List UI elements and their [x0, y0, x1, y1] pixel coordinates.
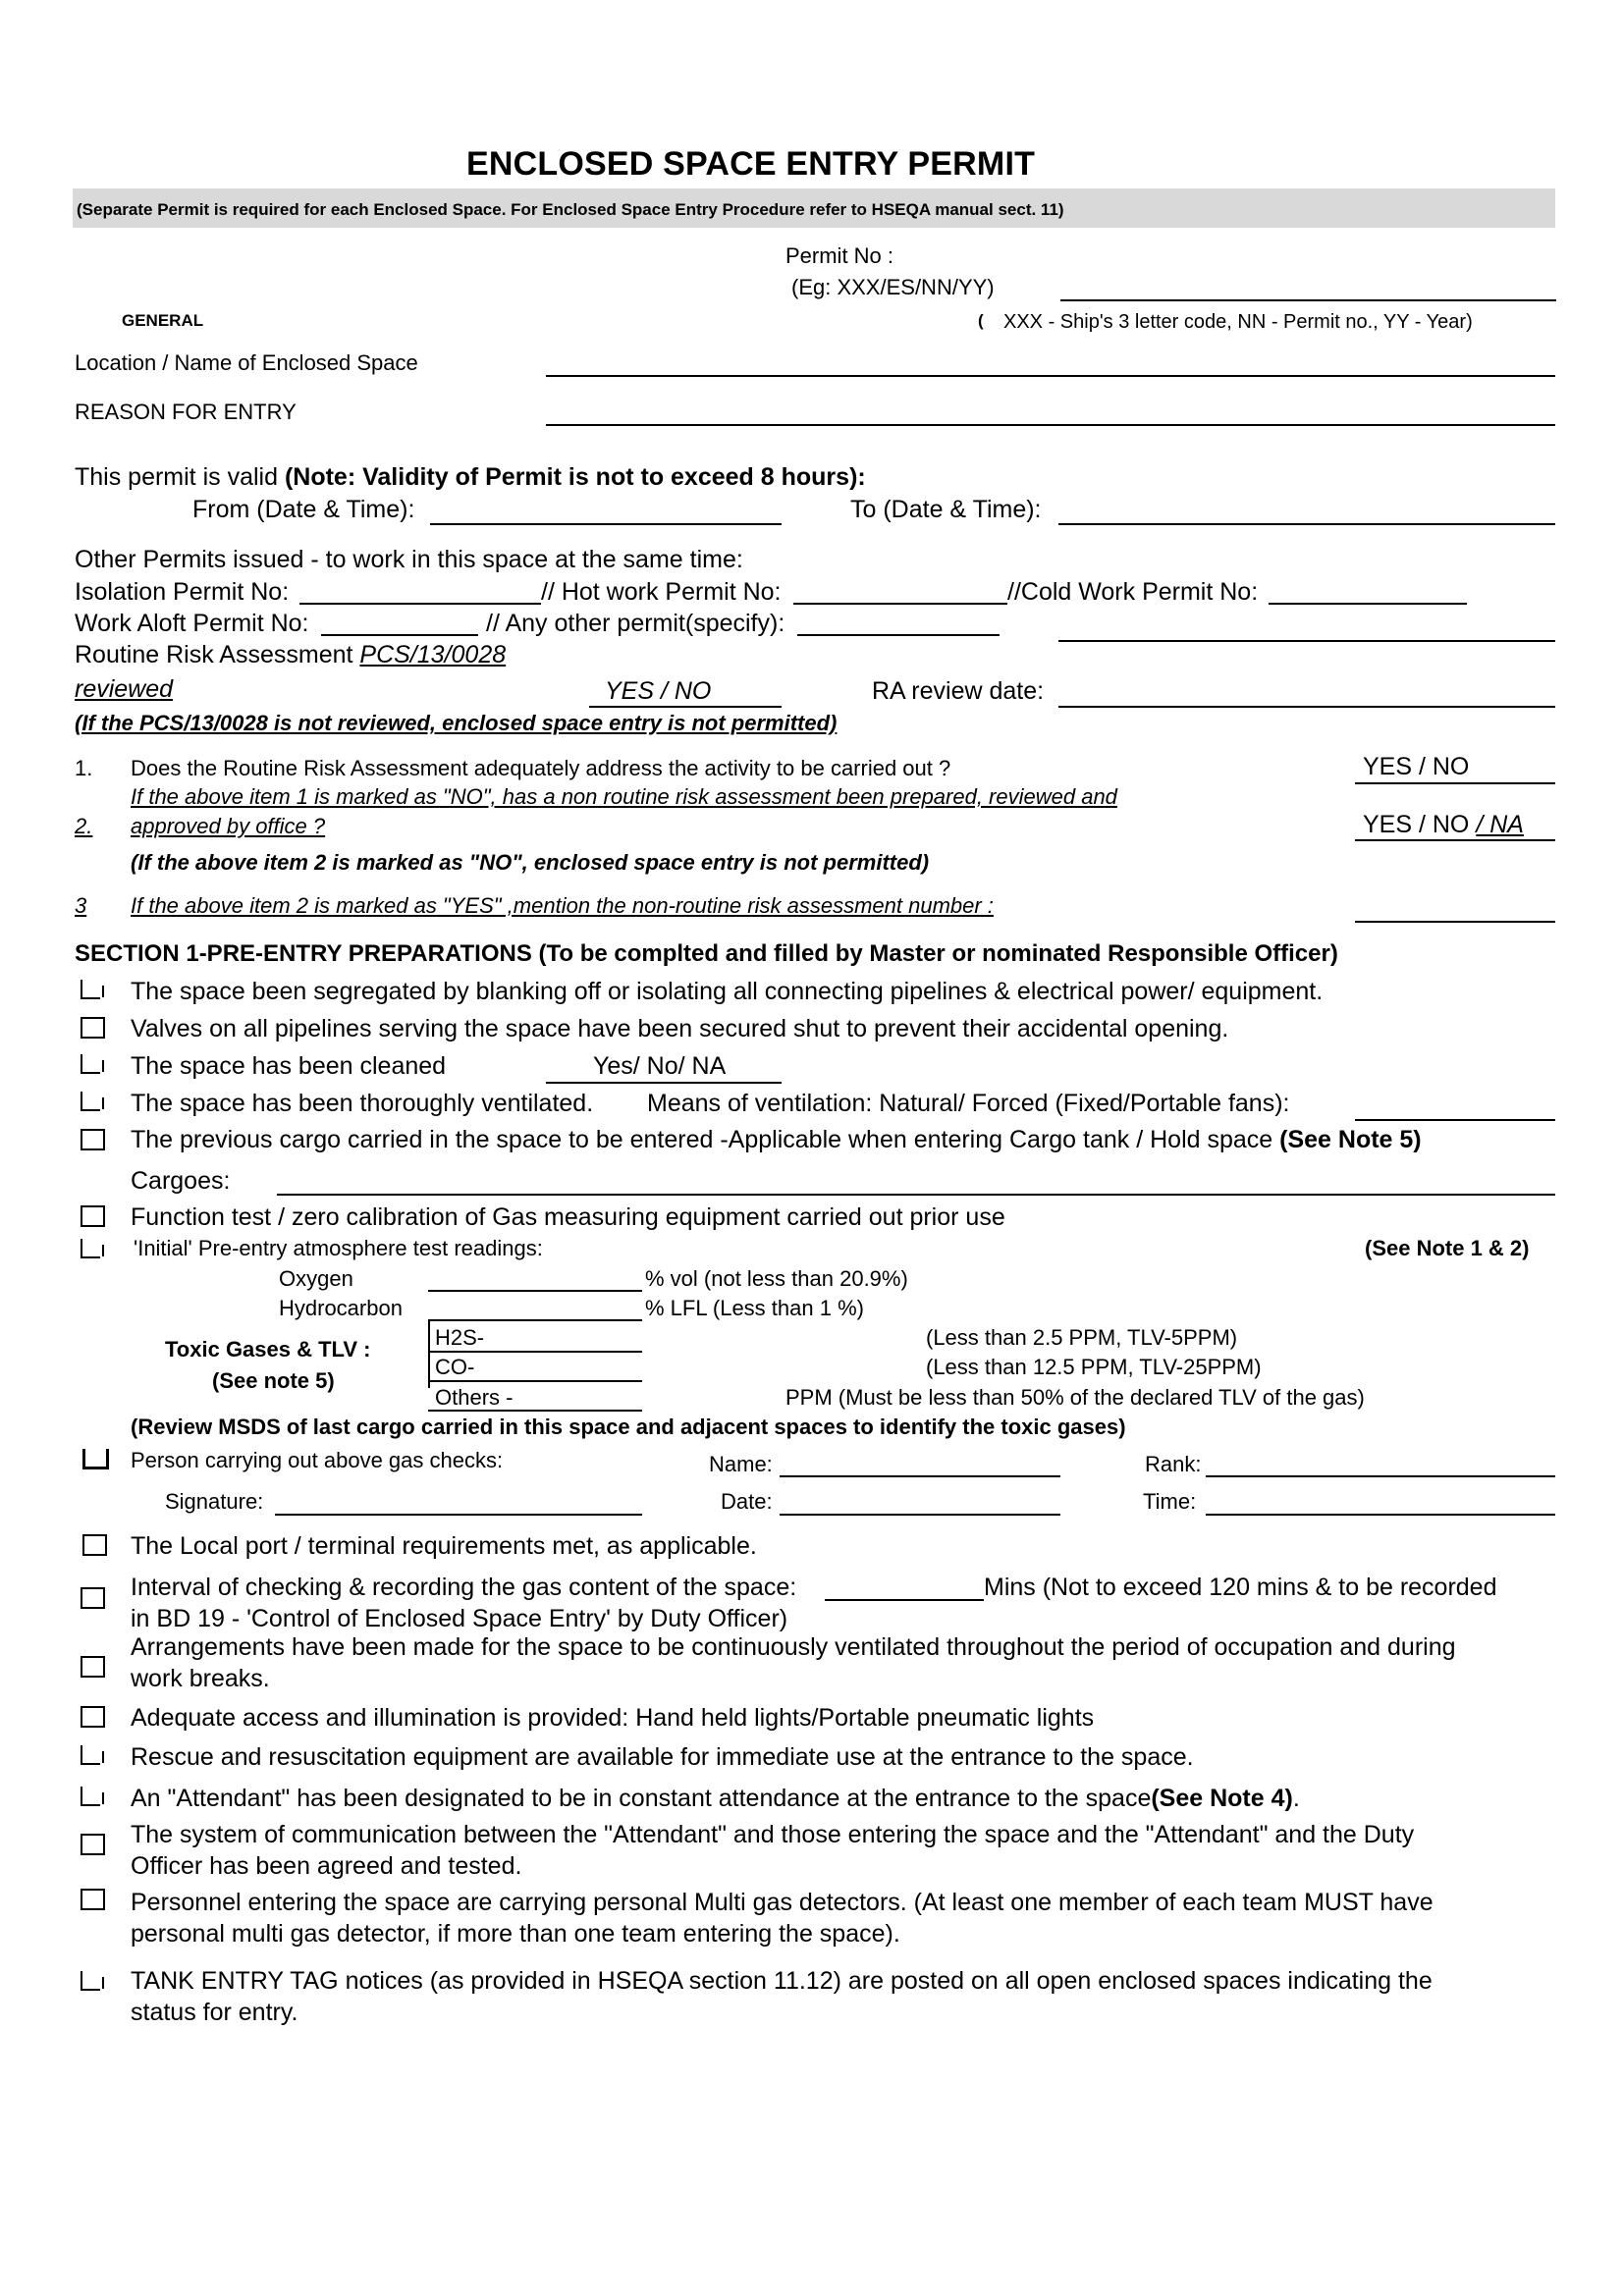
co-limit: (Less than 12.5 PPM, TLV-25PPM) [926, 1355, 1262, 1379]
q1-answer[interactable]: YES / NO [1363, 753, 1470, 780]
toxic-box-left [428, 1321, 430, 1388]
function-test-checkbox[interactable] [81, 1205, 105, 1227]
others-field[interactable] [428, 1410, 642, 1412]
interval-checkbox[interactable] [81, 1587, 105, 1609]
communication-line1: The system of communication between the "Attendant" and those entering the space and the "Attendant" and the Duty [131, 1821, 1415, 1848]
ventilated-line2: work breaks. [131, 1665, 270, 1692]
others-limit: PPM (Must be less than 50% of the declared TLV of the gas) [785, 1385, 1365, 1410]
q1-number: 1. [75, 756, 93, 780]
reason-field[interactable] [546, 424, 1555, 426]
toxic-label: Toxic Gases & TLV : [165, 1337, 371, 1362]
q2-text-line1: If the above item 1 is marked as "NO", has a non routine risk assessment been prepared, reviewed and [131, 784, 1117, 809]
validity-line [75, 463, 866, 492]
reviewed-label: reviewed [75, 675, 174, 703]
interval-label: Interval of checking & recording the gas content of the space: [131, 1574, 797, 1601]
q2-answer[interactable] [1363, 811, 1524, 839]
q3-number: 3 [75, 893, 87, 918]
q3-field[interactable] [1355, 921, 1555, 923]
ra-review-date-field[interactable] [1058, 706, 1555, 708]
item-ventilated-text: The space has been thoroughly ventilated. [131, 1090, 594, 1117]
communication-checkbox[interactable] [81, 1834, 105, 1855]
cold-work-label: //Cold Work Permit No: [1007, 578, 1259, 606]
ra-warning: (If the PCS/13/0028 is not reviewed, enclosed space entry is not permitted) [75, 711, 838, 735]
page-title: ENCLOSED SPACE ENTRY PERMIT [466, 145, 1036, 183]
permit-no-field[interactable] [1060, 299, 1556, 301]
any-other-field[interactable] [797, 634, 1000, 636]
ventilated-checkbox[interactable] [81, 1656, 105, 1678]
hydrocarbon-field[interactable] [428, 1319, 642, 1321]
from-field[interactable] [430, 523, 782, 525]
detectors-line1: Personnel entering the space are carrying personal Multi gas detectors. (At least one member of each team MUST have [131, 1889, 1434, 1916]
rank-label: Rank: [1145, 1452, 1202, 1476]
work-aloft-label: Work Aloft Permit No: [75, 610, 309, 637]
routine-ra-label: Routine Risk Assessment [75, 641, 360, 668]
oxygen-unit: % vol (not less than 20.9%) [645, 1266, 908, 1291]
see-note-1-2: (See Note 1 & 2) [1365, 1236, 1530, 1260]
ventilation-means: Means of ventilation: Natural/ Forced (Fixed/Portable fans): [647, 1090, 1290, 1117]
item-previous-cargo-checkbox[interactable] [81, 1129, 105, 1150]
hydrocarbon-label: Hydrocarbon [279, 1296, 403, 1320]
item-valves-text: Valves on all pipelines serving the space have been secured shut to prevent their accidental opening. [131, 1015, 1229, 1042]
any-other-field-2[interactable] [1058, 640, 1555, 642]
hydrocarbon-unit: % LFL (Less than 1 %) [645, 1296, 864, 1320]
tank-entry-tag-line2: status for entry. [131, 1999, 298, 2026]
general-heading: GENERAL [122, 311, 204, 330]
permit-no-legend: XXX - Ship's 3 letter code, NN - Permit no., YY - Year) [1003, 311, 1473, 333]
isolation-field[interactable] [299, 603, 541, 605]
oxygen-field[interactable] [428, 1290, 642, 1292]
routine-ra-line [75, 641, 506, 669]
attendant-line [131, 1785, 1300, 1813]
tank-entry-tag-checkbox[interactable] [81, 1971, 100, 1991]
item-previous-cargo-text: The previous cargo carried in the space to be entered -Applicable when entering Cargo tank / Hold space [131, 1126, 1280, 1153]
see-note-5: (See Note 5) [1279, 1126, 1422, 1153]
permit-no-legend-paren: ( [978, 311, 984, 330]
item-previous-cargo-line [131, 1126, 1422, 1154]
routine-ra-ref: PCS/13/0028 [359, 641, 507, 668]
date-field[interactable] [780, 1514, 1060, 1516]
rescue-text: Rescue and resuscitation equipment are available for immediate use at the entrance to the space. [131, 1743, 1194, 1771]
tank-entry-tag-line1: TANK ENTRY TAG notices (as provided in HSEQA section 11.12) are posted on all open enclosed spaces indicating the [131, 1967, 1433, 1995]
item-segregated-checkbox[interactable] [81, 980, 100, 999]
q2-number: 2. [75, 814, 93, 838]
rescue-checkbox[interactable] [81, 1745, 100, 1765]
cleaned-options[interactable]: Yes/ No/ NA [593, 1052, 727, 1080]
signature-label: Signature: [165, 1489, 264, 1514]
oxygen-label: Oxygen [279, 1266, 353, 1291]
reviewed-underline [589, 706, 782, 708]
msds-note: (Review MSDS of last cargo carried in this space and adjacent spaces to identify the toxic gases) [131, 1415, 1126, 1439]
item-valves-checkbox[interactable] [81, 1017, 105, 1039]
q2-answer-na: / NA [1476, 811, 1524, 838]
hot-work-field[interactable] [793, 603, 1007, 605]
access-text: Adequate access and illumination is provided: Hand held lights/Portable pneumatic lights [131, 1704, 1095, 1732]
any-other-label: // Any other permit(specify): [486, 610, 785, 637]
section1-heading: SECTION 1-PRE-ENTRY PREPARATIONS (To be complted and filled by Master or nominated Responsible Officer) [75, 940, 1338, 967]
from-label: From (Date & Time): [192, 496, 415, 523]
to-field[interactable] [1058, 523, 1555, 525]
validity-note: (Note: Validity of Permit is not to exceed 8 hours): [284, 463, 866, 491]
attendant-text: An "Attendant" has been designated to be in constant attendance at the entrance to the space [131, 1785, 1152, 1812]
subtitle: (Separate Permit is required for each Enclosed Space. For Enclosed Space Entry Procedure refer to HSEQA manual sect. 11) [77, 200, 1064, 219]
q1-answer-underline [1355, 782, 1555, 784]
initial-readings-checkbox[interactable] [81, 1239, 100, 1258]
h2s-limit: (Less than 2.5 PPM, TLV-5PPM) [926, 1325, 1238, 1350]
permit-no-example: (Eg: XXX/ES/NN/YY) [791, 275, 995, 299]
signature-field[interactable] [275, 1514, 642, 1516]
ra-review-date-label: RA review date: [872, 677, 1045, 705]
date-label: Date: [721, 1489, 773, 1514]
co-field[interactable] [428, 1380, 642, 1382]
q2-note: (If the above item 2 is marked as "NO", enclosed space entry is not permitted) [131, 850, 930, 875]
cargoes-label: Cargoes: [131, 1167, 231, 1195]
q3-text: If the above item 2 is marked as "YES" ,mention the non-routine risk assessment number : [131, 893, 994, 918]
attendant-period: . [1292, 1785, 1300, 1812]
validity-intro: This permit is valid [75, 463, 285, 491]
cold-work-field[interactable] [1269, 603, 1467, 605]
isolation-label: Isolation Permit No: [75, 578, 290, 606]
attendant-checkbox[interactable] [81, 1787, 100, 1806]
item-ventilated-checkbox[interactable] [81, 1092, 100, 1111]
rank-field[interactable] [1206, 1475, 1555, 1477]
q2-answer-yes-no: YES / NO [1363, 811, 1477, 838]
gas-checker-checkbox[interactable] [82, 1449, 109, 1469]
detectors-line2: personal multi gas detector, if more than one team entering the space). [131, 1920, 900, 1948]
name-field[interactable] [780, 1475, 1060, 1477]
access-checkbox[interactable] [81, 1706, 105, 1728]
q2-answer-underline [1355, 839, 1555, 841]
permit-no-label: Permit No : [785, 243, 894, 268]
interval-field[interactable] [825, 1599, 984, 1601]
interval-unit: Mins (Not to exceed 120 mins & to be recorded [984, 1574, 1497, 1601]
item-cleaned-checkbox[interactable] [81, 1054, 100, 1074]
h2s-label: H2S- [435, 1325, 485, 1350]
h2s-field[interactable] [428, 1351, 642, 1353]
time-label: Time: [1143, 1489, 1197, 1514]
name-label: Name: [709, 1452, 773, 1476]
co-label: CO- [435, 1355, 475, 1379]
local-port-text: The Local port / terminal requirements met, as applicable. [131, 1532, 757, 1560]
interval-line2: in BD 19 - 'Control of Enclosed Space Entry' by Duty Officer) [131, 1605, 788, 1632]
reviewed-value[interactable]: YES / NO [605, 677, 712, 705]
location-label: Location / Name of Enclosed Space [75, 350, 418, 375]
location-field[interactable] [546, 375, 1555, 377]
cleaned-underline [546, 1082, 782, 1084]
see-note-4: (See Note 4) [1151, 1785, 1293, 1812]
item-cleaned-text: The space has been cleaned [131, 1052, 447, 1080]
time-field[interactable] [1206, 1514, 1555, 1516]
function-test-text: Function test / zero calibration of Gas measuring equipment carried out prior use [131, 1203, 1005, 1231]
other-permits-intro: Other Permits issued - to work in this space at the same time: [75, 546, 743, 573]
hot-work-label: // Hot work Permit No: [541, 578, 782, 606]
item-segregated-text: The space been segregated by blanking off or isolating all connecting pipelines & electrical power/ equipment. [131, 978, 1324, 1005]
q1-text: Does the Routine Risk Assessment adequately address the activity to be carried out ? [131, 756, 951, 780]
work-aloft-field[interactable] [321, 634, 478, 636]
local-port-checkbox[interactable] [82, 1534, 107, 1556]
detectors-checkbox[interactable] [81, 1889, 105, 1910]
initial-readings-text: 'Initial' Pre-entry atmosphere test readings: [134, 1236, 543, 1260]
cargoes-field[interactable] [277, 1194, 1555, 1196]
others-label: Others - [435, 1385, 514, 1410]
ventilation-field[interactable] [1355, 1119, 1555, 1121]
ventilated-line1: Arrangements have been made for the space to be continuously ventilated throughout the period of occupation and during [131, 1633, 1456, 1661]
gas-checker-label: Person carrying out above gas checks: [131, 1448, 504, 1472]
toxic-note: (See note 5) [212, 1368, 335, 1393]
reason-label: REASON FOR ENTRY [75, 400, 297, 424]
to-label: To (Date & Time): [850, 496, 1042, 523]
q2-text-line2: approved by office ? [131, 814, 326, 838]
communication-line2: Officer has been agreed and tested. [131, 1852, 522, 1880]
